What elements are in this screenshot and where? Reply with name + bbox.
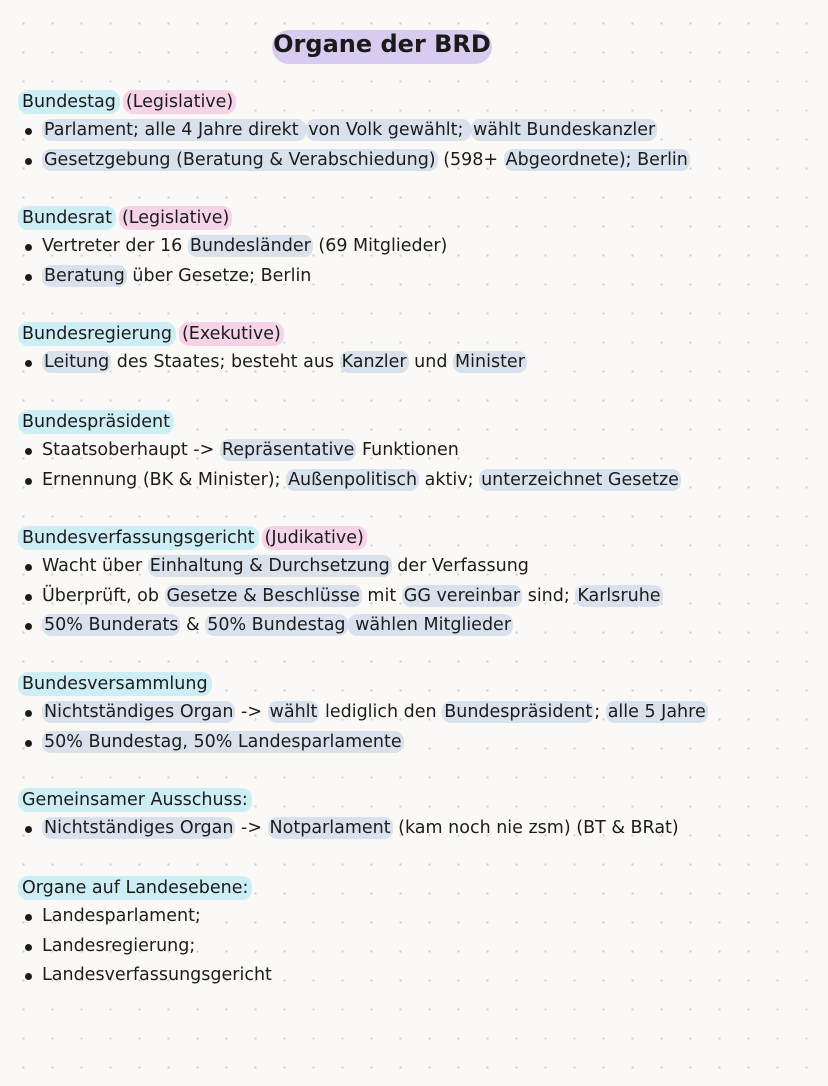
text-highlight: Gesetzgebung (Beratung & Verabschiedung) (44, 149, 436, 170)
section-organe-auf-landesebene (18, 874, 808, 991)
text-highlight: Nichtständiges Organ (44, 702, 234, 722)
list-item (18, 698, 808, 728)
text-highlight: 50% Bundestag (207, 615, 346, 635)
bullet-list (18, 552, 808, 641)
text-highlight: Notparlament (269, 818, 391, 838)
text-highlight: wählt Bundeskanzler (472, 120, 656, 140)
heading-tag: (Legislative) (119, 206, 232, 230)
text-segment: und (408, 352, 454, 372)
heading-label: Bundesversammlung (18, 672, 212, 696)
list-item (18, 436, 808, 466)
text-segment: -> (235, 818, 268, 838)
heading-tag: (Exekutive) (179, 322, 284, 346)
page-title (262, 22, 502, 66)
text-highlight: Karlsruhe (577, 585, 661, 606)
text-highlight: Abgeordnete); Berlin (505, 149, 688, 170)
text-highlight: Außenpolitisch (288, 469, 418, 490)
section-heading (18, 88, 808, 116)
text-segment: Überprüft, ob (42, 585, 165, 606)
list-item (18, 814, 808, 844)
heading-label: Bundestag (18, 90, 120, 114)
section-heading (18, 786, 808, 814)
text-segment: Landesverfassungsgericht (42, 965, 272, 985)
list-item (18, 552, 808, 582)
list-item (18, 348, 808, 378)
section-heading (18, 874, 808, 902)
section-heading (18, 670, 808, 698)
list-item (18, 728, 808, 758)
text-highlight: von Volk gewählt; (308, 120, 469, 140)
text-segment: & (180, 615, 206, 635)
section-gemeinsamer-ausschuss (18, 786, 808, 844)
heading-label: Organe auf Landesebene: (18, 876, 252, 900)
text-segment: aktiv; (419, 469, 480, 490)
text-highlight: Bundespräsident (444, 702, 593, 722)
list-item (18, 902, 808, 932)
heading-label: Bundesverfassungsgericht (18, 526, 259, 550)
text-segment: Staatsoberhaupt -> (42, 440, 220, 460)
list-item (18, 932, 808, 962)
list-item (18, 232, 808, 262)
text-segment: lediglich den (319, 702, 443, 722)
list-item (18, 961, 808, 991)
heading-tag: (Judikative) (262, 526, 367, 550)
section-bundespraesident (18, 408, 808, 495)
text-highlight: Einhaltung & Durchsetzung (149, 556, 390, 576)
text-highlight: wählt (269, 702, 318, 722)
text-segment: ; (594, 702, 606, 722)
heading-label: Gemeinsamer Ausschuss: (18, 788, 252, 812)
text-highlight: Minister (455, 352, 525, 372)
text-highlight: wählen Mitglieder (349, 615, 512, 635)
page-title-text: Organe der BRD (273, 30, 491, 58)
text-highlight: Nichtständiges Organ (44, 818, 234, 838)
heading-label: Bundespräsident (18, 410, 174, 434)
bullet-list (18, 698, 808, 757)
bullet-list (18, 902, 808, 991)
bullet-list (18, 436, 808, 495)
text-segment: des Staates; besteht aus (111, 352, 340, 372)
list-item (18, 611, 808, 641)
text-highlight: Gesetze & Beschlüsse (166, 585, 360, 606)
text-highlight: Leitung (44, 352, 110, 372)
text-highlight: GG vereinbar (403, 585, 521, 606)
section-bundesverfassungsgericht (18, 524, 808, 641)
text-segment: mit (361, 585, 402, 606)
section-heading (18, 204, 808, 232)
section-bundesregierung (18, 320, 808, 378)
text-highlight: 50% Bunderats (44, 615, 179, 635)
bullet-list (18, 814, 808, 844)
text-segment: Landesparlament; (42, 906, 201, 926)
bullet-list (18, 116, 808, 175)
text-segment: Wacht über (42, 556, 148, 576)
text-highlight: 50% Bundestag, 50% Landesparlamente (44, 731, 402, 752)
bullet-list (18, 232, 808, 291)
heading-label: Bundesregierung (18, 322, 176, 346)
text-segment: Parlament; alle 4 Jahre direkt (44, 120, 305, 140)
section-bundesversammlung (18, 670, 808, 757)
text-highlight: unterzeichnet Gesetze (481, 469, 679, 490)
section-heading (18, 408, 808, 436)
text-segment: sind; (522, 585, 576, 606)
text-highlight: Bundesländer (189, 236, 311, 256)
text-segment: -> (235, 702, 268, 722)
text-segment: (kam noch nie zsm) (BT & BRat) (392, 818, 679, 838)
text-segment: (69 Mitglieder) (312, 236, 448, 256)
section-bundestag (18, 88, 808, 175)
text-segment: Ernennung (BK & Minister); (42, 469, 287, 490)
section-heading (18, 524, 808, 552)
text-segment: (598+ (437, 149, 504, 170)
section-heading (18, 320, 808, 348)
text-segment: Funktionen (356, 440, 459, 460)
heading-label: Bundesrat (18, 206, 116, 230)
bullet-list (18, 348, 808, 378)
heading-tag: (Legislative) (123, 90, 236, 114)
list-item (18, 146, 808, 176)
text-highlight: Repräsentative (221, 440, 355, 460)
list-item (18, 466, 808, 496)
text-segment: der Verfassung (391, 556, 529, 576)
text-highlight: alle 5 Jahre (607, 702, 706, 722)
section-bundesrat (18, 204, 808, 291)
list-item (18, 582, 808, 612)
text-segment: Landesregierung; (42, 935, 196, 956)
text-highlight: Beratung (44, 265, 125, 286)
list-item (18, 116, 808, 146)
list-item (18, 262, 808, 292)
text-highlight: Kanzler (341, 352, 407, 372)
text-segment: Vertreter der 16 (42, 236, 188, 256)
text-segment: über Gesetze; Berlin (126, 265, 312, 286)
